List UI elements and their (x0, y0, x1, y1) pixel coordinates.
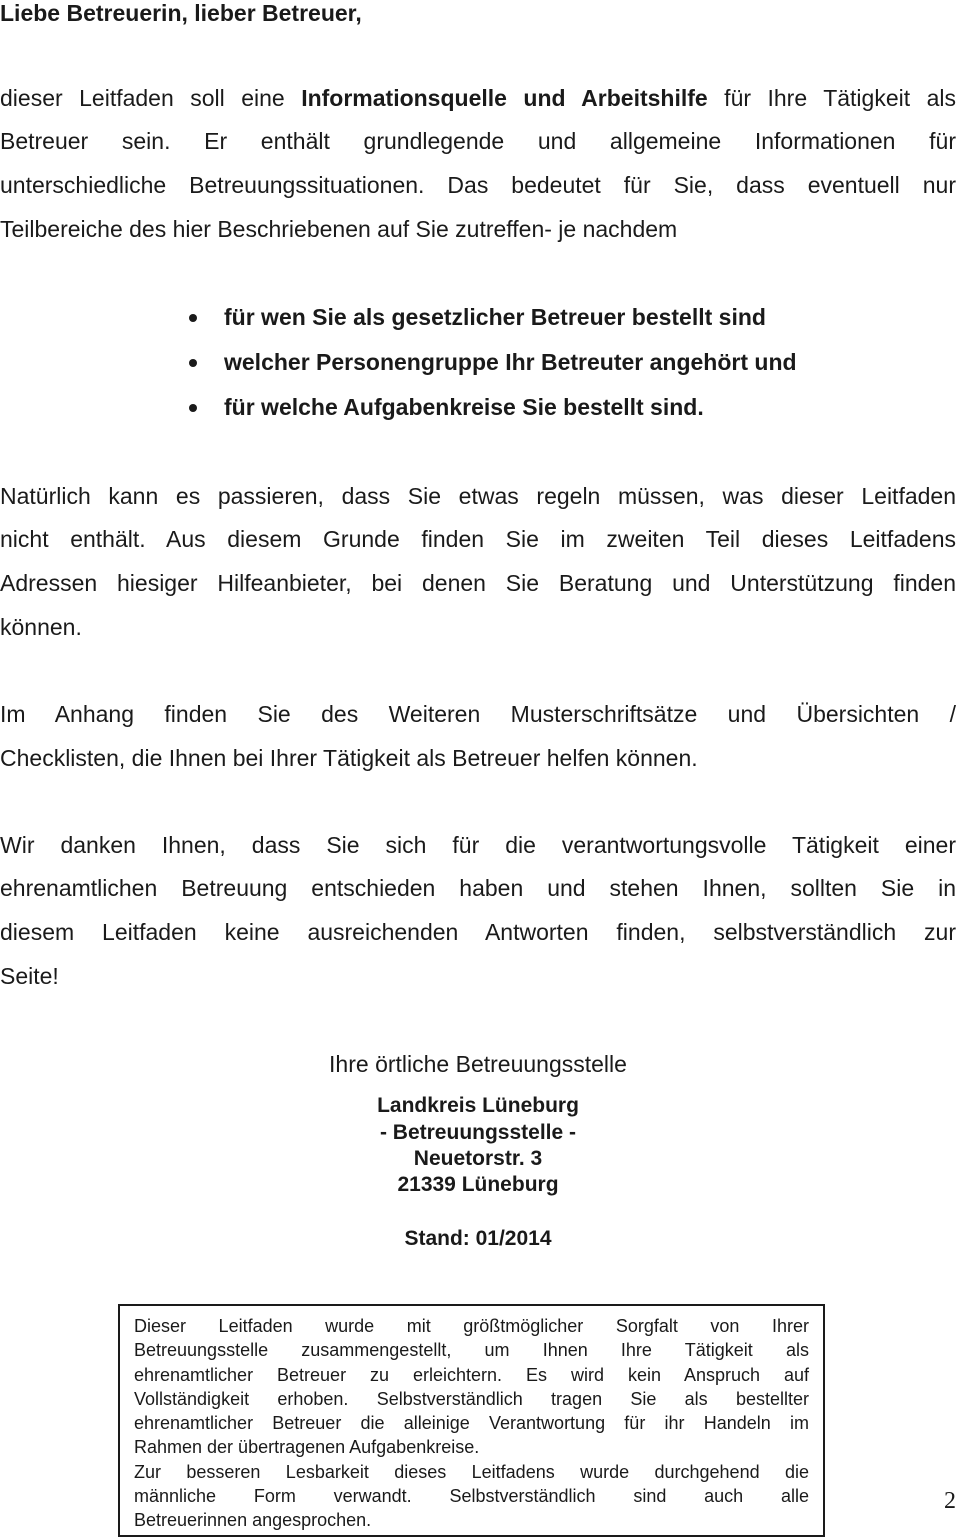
list-item-text: für welche Aufgabenkreise Sie bestellt sind. (224, 394, 704, 420)
list-item-text: welcher Personengruppe Ihr Betreuter angehört und (224, 349, 797, 375)
para2-line-3: Adressen hiesiger Hilfeanbieter, bei denen Sie Beratung und Unterstützung finden (0, 570, 956, 596)
list-item (186, 392, 797, 437)
disclaimer-box (118, 1304, 825, 1537)
signature-greeting: Ihre örtliche Betreuungsstelle (329, 1051, 627, 1077)
para4-line-4: Seite! (0, 963, 59, 989)
para4-line-1: Wir danken Ihnen, dass Sie sich für die verantwortungsvolle Tätigkeit einer (0, 832, 956, 858)
bullet-icon (189, 359, 197, 367)
disclaimer-line: Betreuerinnen angesprochen. (134, 1510, 372, 1531)
page-number: 2 (944, 1488, 956, 1514)
intro-line-1-start: dieser Leitfaden soll eine (0, 85, 302, 111)
para3-line-2: Checklisten, die Ihnen bei Ihrer Tätigkeit als Betreuer helfen können. (0, 745, 698, 771)
signature-city: 21339 Lüneburg (397, 1173, 559, 1196)
document-status: Stand: 01/2014 (404, 1227, 552, 1250)
list-item-text: für wen Sie als gesetzlicher Betreuer bestellt sind (224, 304, 766, 330)
intro-line-3: unterschiedliche Betreuungssituationen. Das bedeutet für Sie, dass eventuell nur (0, 172, 956, 198)
disclaimer-line: ehrenamtlicher Betreuer zu erleichtern. Es wird kein Anspruch auf (134, 1364, 809, 1385)
intro-line-1 (0, 83, 956, 113)
para2-line-2: nicht enthält. Aus diesem Grunde finden Sie im zweiten Teil dieses Leitfadens (0, 526, 956, 552)
bullet-icon (189, 314, 197, 322)
intro-line-2: Betreuer sein. Er enthält grundlegende und allgemeine Informationen für (0, 128, 956, 154)
intro-line-1-end: für Ihre Tätigkeit als (707, 85, 956, 111)
para2-line-1: Natürlich kann es passieren, dass Sie etwas regeln müssen, was dieser Leitfaden (0, 483, 956, 509)
para4-line-3: diesem Leitfaden keine ausreichenden Antworten finden, selbstverständlich zur (0, 919, 956, 945)
para2-line-4: können. (0, 614, 82, 640)
disclaimer-line: männliche Form verwandt. Selbstverständlich sind auch alle (134, 1486, 809, 1507)
list-item (186, 302, 797, 347)
list-item (186, 347, 797, 392)
disclaimer-line: ehrenamtlicher Betreuer die alleinige Verantwortung für ihr Handeln im (134, 1413, 809, 1434)
disclaimer-line: Rahmen der übertragenen Aufgabenkreise. (134, 1437, 480, 1458)
signature-org: Landkreis Lüneburg (377, 1094, 579, 1117)
bullet-icon (189, 404, 197, 412)
para4-line-2: ehrenamtlichen Betreuung entschieden haben und stehen Ihnen, sollten Sie in (0, 875, 956, 901)
salutation: Liebe Betreuerin, lieber Betreuer, (0, 0, 362, 26)
criteria-list (186, 302, 797, 437)
intro-line-1-emphasis: Informationsquelle und Arbeitshilfe (301, 85, 708, 111)
disclaimer-line: Vollständigkeit erhoben. Selbstverständlich tragen Sie als bestellter (134, 1388, 809, 1409)
disclaimer-line: Dieser Leitfaden wurde mit größtmöglicher Sorgfalt von Ihrer (134, 1316, 809, 1336)
disclaimer-line: Betreuungsstelle zusammengestellt, um Ihnen Ihre Tätigkeit als (134, 1340, 809, 1361)
para3-line-1: Im Anhang finden Sie des Weiteren Musterschriftsätze und Übersichten / (0, 701, 956, 727)
signature-street: Neuetorstr. 3 (413, 1147, 543, 1170)
intro-line-4: Teilbereiche des hier Beschriebenen auf Sie zutreffen- je nachdem (0, 216, 678, 242)
signature-department: - Betreuungsstelle - (379, 1121, 577, 1144)
disclaimer-line: Zur besseren Lesbarkeit dieses Leitfadens wurde durchgehend die (134, 1461, 809, 1482)
